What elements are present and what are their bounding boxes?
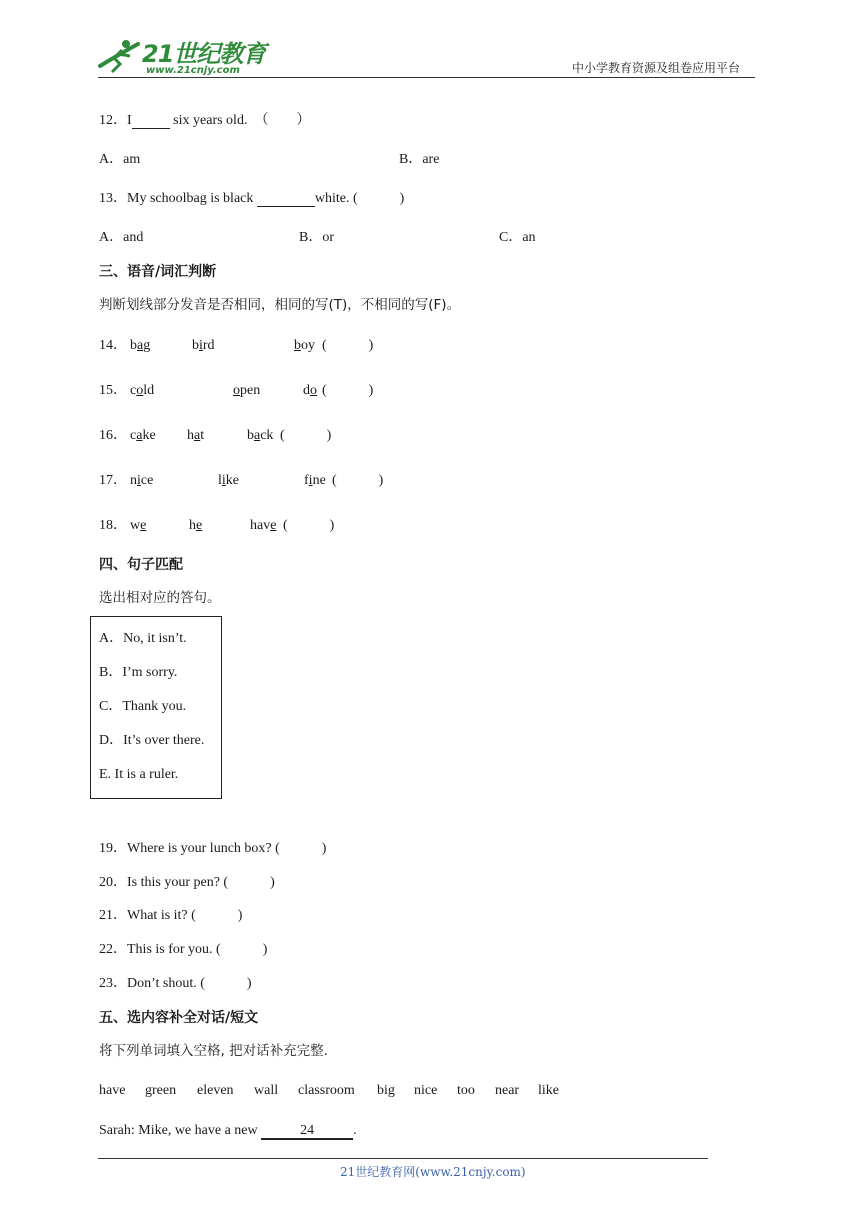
q18-num: 18．	[99, 518, 127, 533]
question-20: 20．Is this your pen? ( )	[99, 875, 275, 890]
header-divider	[98, 77, 755, 78]
blank-24: 24	[261, 1124, 353, 1140]
q15-num: 15．	[99, 383, 127, 398]
q14-word-1: bag	[130, 338, 151, 353]
word-bank-item: like	[538, 1083, 559, 1098]
word-bank-item: green	[145, 1083, 177, 1098]
logo-text: 21世纪教育	[142, 40, 266, 68]
q16-word-2: hat	[187, 428, 205, 443]
q14-word-3: boy	[294, 338, 315, 353]
answer-option-a: A．No, it isn’t.	[99, 631, 187, 646]
header-tagline: 中小学教育资源及组卷应用平台	[572, 61, 741, 75]
footer-divider	[98, 1158, 708, 1159]
word-bank-item: eleven	[197, 1083, 234, 1098]
q14-num: 14．	[99, 338, 127, 353]
section-3-title: 三、语音/词汇判断	[99, 264, 217, 280]
word-bank-item: have	[99, 1083, 126, 1098]
q12-option-a: A．am	[99, 152, 141, 167]
section-5-title: 五、选内容补全对话/短文	[99, 1010, 259, 1026]
section-4-title: 四、句子匹配	[99, 557, 183, 573]
q17-num: 17．	[99, 473, 127, 488]
logo-runner-icon	[96, 36, 142, 74]
q15-answer-paren: ( )	[322, 383, 374, 398]
q17-answer-paren: ( )	[332, 473, 384, 488]
answer-option-d: D．It’s over there.	[99, 733, 205, 748]
word-bank-item: too	[457, 1083, 475, 1098]
q16-word-3: back	[247, 428, 274, 443]
footer-text: 21世纪教育网(www.21cnjy.com)	[340, 1165, 526, 1179]
q12-option-b: B．are	[399, 152, 440, 167]
q18-word-3: have	[250, 518, 277, 533]
question-22: 22．This is for you. ( )	[99, 942, 268, 957]
word-bank-item: wall	[254, 1083, 279, 1098]
question-13: 13．My schoolbag is black white. ( )	[99, 191, 405, 206]
answer-option-b: B．I’m sorry.	[99, 665, 178, 680]
q18-word-2: he	[189, 518, 203, 533]
q16-num: 16．	[99, 428, 127, 443]
answer-option-e: E. It is a ruler.	[99, 767, 179, 782]
section-3-instruction: 判断划线部分发音是否相同，相同的写(T)，不相同的写(F)。	[99, 297, 461, 313]
question-21: 21．What is it? ( )	[99, 908, 243, 923]
q13-option-a: A．and	[99, 230, 144, 245]
word-bank-item: near	[495, 1083, 520, 1098]
q13-option-b: B．or	[299, 230, 334, 245]
logo-url: www.21cnjy.com	[146, 65, 240, 76]
q17-word-2: like	[218, 473, 239, 488]
word-bank-item: nice	[414, 1083, 438, 1098]
question-23: 23．Don’t shout. ( )	[99, 976, 252, 991]
section-5-instruction: 将下列单词填入空格, 把对话补充完整.	[99, 1043, 328, 1059]
answer-option-c: C．Thank you.	[99, 699, 187, 714]
q18-answer-paren: ( )	[283, 518, 335, 533]
question-19: 19．Where is your lunch box? ( )	[99, 841, 327, 856]
q14-answer-paren: ( )	[322, 338, 374, 353]
q15-word-1: cold	[130, 383, 155, 398]
q17-word-3: fine	[304, 473, 326, 488]
q16-word-1: cake	[130, 428, 156, 443]
q18-word-1: we	[130, 518, 147, 533]
dialogue-line-24: Sarah: Mike, we have a new 24 .	[99, 1123, 357, 1138]
q16-answer-paren: ( )	[280, 428, 332, 443]
question-12: 12．I six years old. （ ）	[99, 113, 311, 128]
q14-word-2: bird	[192, 338, 215, 353]
q13-option-c: C．an	[499, 230, 536, 245]
word-bank-item: classroom	[298, 1083, 355, 1098]
section-4-instruction: 选出相对应的答句。	[99, 590, 221, 606]
q17-word-1: nice	[130, 473, 154, 488]
q15-word-3: do	[303, 383, 317, 398]
q15-word-2: open	[233, 383, 261, 398]
word-bank-item: big	[377, 1083, 395, 1098]
